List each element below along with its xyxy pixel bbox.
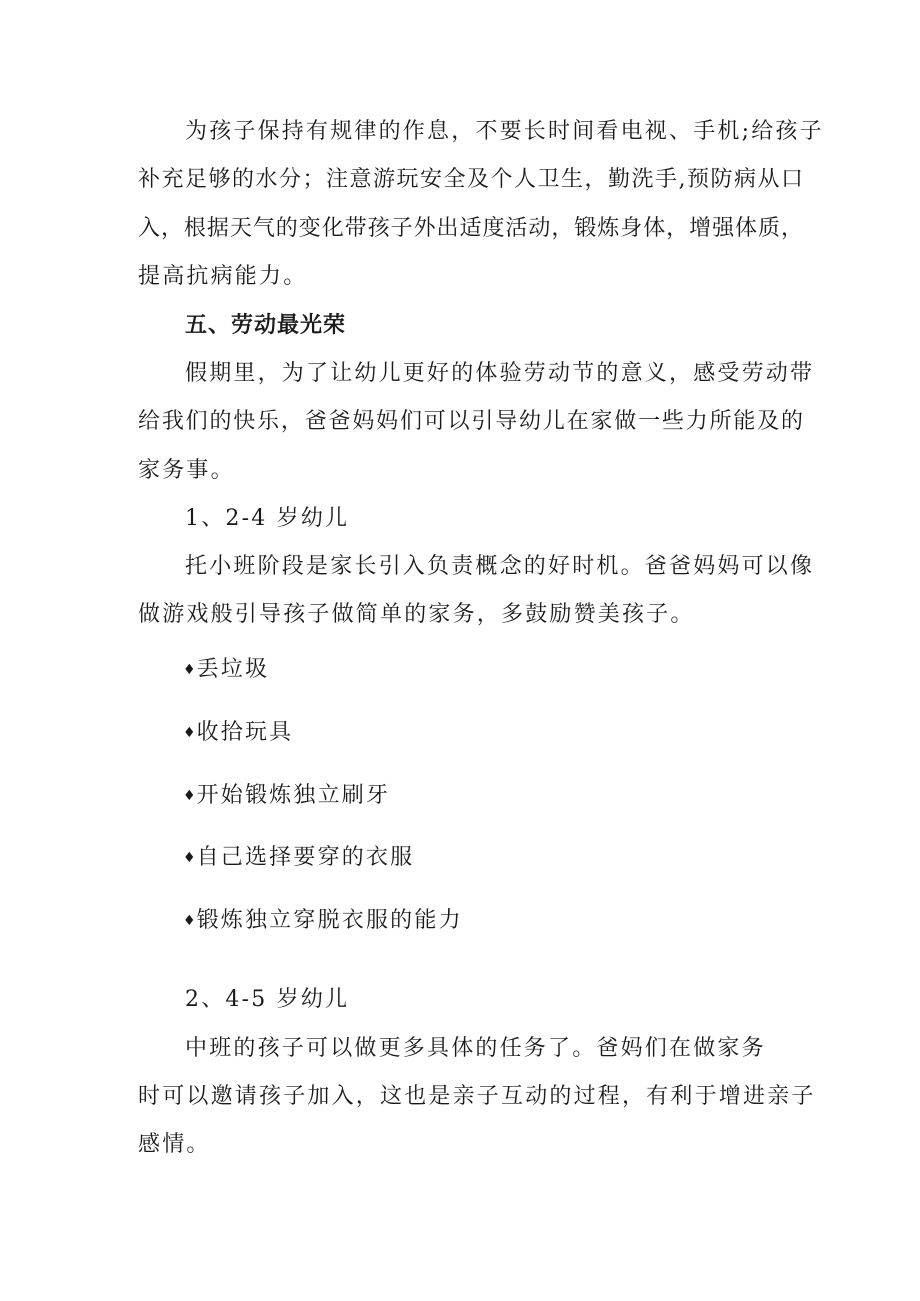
diamond-bullet-icon: ♦ (183, 788, 196, 804)
task-list-item (183, 654, 269, 686)
task-list-item (183, 717, 293, 749)
paragraph-line: 为孩子保持有规律的作息，不要长时间看电视、手机;给孩子 (185, 119, 824, 144)
paragraph-line: 入，根据天气的变化带孩子外出适度活动，锻炼身体，增强体质， (138, 216, 803, 241)
paragraph-line: 提高抗病能力。 (138, 264, 308, 289)
paragraph-line: 家务事。 (138, 458, 235, 483)
task-label: 自己选择要穿的衣服 (196, 845, 415, 870)
paragraph-line: 感情。 (138, 1132, 211, 1157)
paragraph-line: 给我们的快乐，爸爸妈妈们可以引导幼儿在家做一些力所能及的 (138, 409, 803, 434)
paragraph-line: 托小班阶段是家长引入负责概念的好时机。爸爸妈妈可以像 (185, 554, 815, 579)
task-list-item (183, 780, 390, 812)
paragraph-line: 时可以邀请孩子加入，这也是亲子互动的过程，有利于增进亲子 (138, 1084, 816, 1109)
subsection-title: 1、2-4 岁幼儿 (185, 506, 350, 531)
task-label: 开始锻炼独立刷牙 (196, 783, 391, 808)
diamond-bullet-icon: ♦ (183, 662, 196, 678)
diamond-bullet-icon: ♦ (183, 850, 196, 866)
paragraph-line: 补充足够的水分；注意游玩安全及个人卫生，勤洗手,预防病从口 (138, 167, 803, 192)
task-label: 丢垃圾 (196, 657, 270, 682)
subsection-title: 2、4-5 岁幼儿 (185, 987, 350, 1012)
paragraph-line: 中班的孩子可以做更多具体的任务了。爸妈们在做家务 (185, 1036, 766, 1061)
task-label: 锻炼独立穿脱衣服的能力 (196, 908, 463, 933)
task-list-item (183, 905, 463, 937)
section-heading: 五、劳动最光荣 (185, 313, 347, 338)
paragraph-line: 做游戏般引导孩子做简单的家务，多鼓励赞美孩子。 (138, 602, 695, 627)
diamond-bullet-icon: ♦ (183, 913, 196, 929)
task-list-item (183, 842, 414, 874)
diamond-bullet-icon: ♦ (183, 725, 196, 741)
paragraph-line: 假期里，为了让幼儿更好的体验劳动节的意义，感受劳动带 (185, 361, 815, 386)
task-label: 收拾玩具 (196, 720, 294, 745)
